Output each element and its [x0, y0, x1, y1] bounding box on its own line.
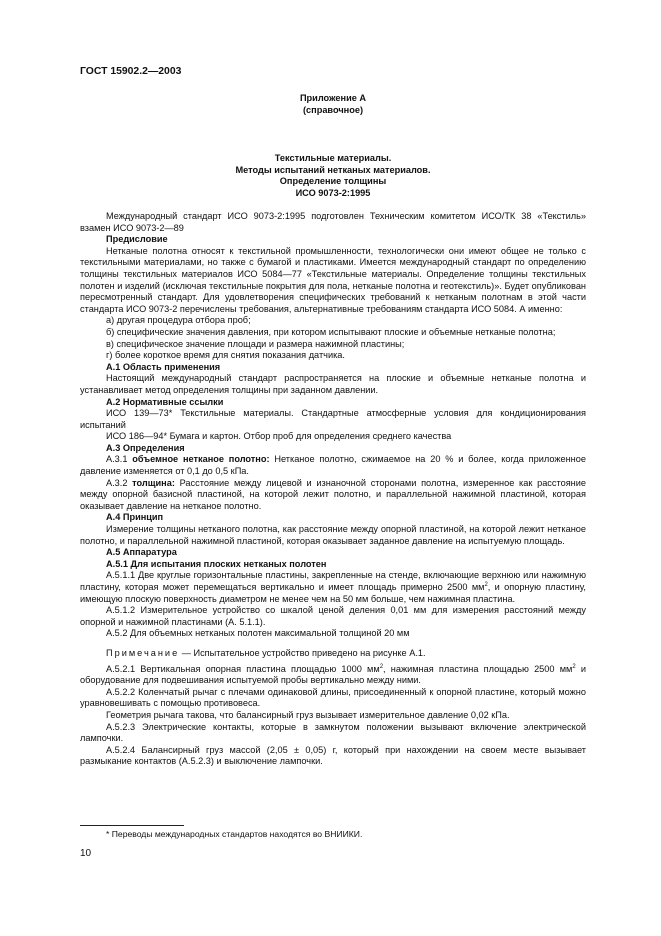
- note: [80, 648, 586, 660]
- definition-term: толщина:: [132, 477, 175, 488]
- reference-iso-139: ИСО 139—73* Текстильные материалы. Стандартные атмосферные условия для кондиционирования испытаний: [80, 408, 586, 430]
- title-line-3: Определение толщины: [279, 176, 387, 187]
- definition-text: Расстояние между лицевой и изнаночной сторонами полотна, измеренное как расстояние между опорной базисной пластиной, на которой лежит полотно, и параллельной нажимной пластиной, которая оказывает давление на нетканое полотно.: [80, 477, 586, 511]
- section-a4-heading: А.4 Принцип: [106, 512, 164, 523]
- annex-type: (справочное): [302, 104, 363, 115]
- document-body: [80, 211, 586, 768]
- document-title: [80, 153, 586, 199]
- clause-a521-text-3: и оборудование для подвешивания испытуемой пробы вертикально между ними.: [80, 663, 586, 686]
- section-a51-heading: А.5.1 Для испытания плоских нетканых полотен: [106, 558, 327, 569]
- list-item: а) другая процедура отбора проб;: [106, 315, 251, 326]
- footnote: * Переводы международных стандартов находятся во ВНИИКИ.: [106, 829, 363, 839]
- footnote-divider: [80, 825, 184, 826]
- clause-a511: [80, 570, 586, 605]
- reference-iso-186: ИСО 186—94* Бумага и картон. Отбор проб для определения среднего качества: [106, 431, 452, 442]
- clause-a511-text-1: А.5.1.1 Две круглые горизонтальные пластины, закрепленные на стенде, включающие верхнюю или нажимную пластину, которая может перемещаться вертикально и имеет площадь примерно 2500 мм: [80, 570, 586, 592]
- section-a2-heading: А.2 Нормативные ссылки: [106, 396, 224, 407]
- list-item: в) специфическое значение площади и размера нажимной пластины;: [106, 338, 405, 349]
- title-line-1: Текстильные материалы.: [274, 153, 392, 163]
- annex-label: Приложение А: [299, 93, 367, 103]
- note-text: — Испытательное устройство приведено на рисунке А.1.: [179, 647, 426, 658]
- intro-paragraph: Международный стандарт ИСО 9073-2:1995 подготовлен Техническим комитетом ИСО/ТК 38 «Текстиль» взамен ИСО 9073-2—89: [80, 211, 586, 233]
- clause-a524: А.5.2.4 Балансирный груз массой (2,05 ± 0,05) г, который при нахождении на своем месте вызывает размыкание контактов (А.5.2.3) и выключение лампочки.: [80, 744, 586, 767]
- definition-a31: [80, 454, 586, 477]
- clause-a521-text-1: А.5.2.1 Вертикальная опорная пластина площадью 1000 мм: [106, 663, 380, 674]
- clause-a52: А.5.2 Для объемных нетканых полотен максимальной толщиной 20 мм: [106, 628, 410, 639]
- superscript: 2: [572, 663, 576, 670]
- page-number: 10: [80, 848, 92, 859]
- note-label: Примечание: [106, 647, 180, 658]
- document-header: ГОСТ 15902.2—2003: [80, 66, 182, 77]
- list-item: б) специфические значения давления, при котором испытывают плоские и объемные нетканые полотна;: [106, 326, 556, 337]
- clause-a521-text-2: , нажимная пластина площадью 2500 мм: [383, 663, 573, 674]
- title-line-2: Методы испытаний нетканых материалов.: [235, 164, 431, 175]
- section-a3-heading: А.3 Определения: [106, 442, 185, 453]
- title-line-4: ИСО 9073-2:1995: [295, 187, 371, 198]
- definition-term: объемное нетканое полотно:: [132, 454, 270, 465]
- list-item: г) более короткое время для снятия показания датчика.: [106, 350, 345, 361]
- foreword-heading: Предисловие: [106, 234, 168, 245]
- clause-a523: А.5.2.3 Электрические контакты, которые в замкнутом положении вызывают включение электрической лампочки.: [80, 721, 586, 744]
- section-a1-heading: А.1 Область применения: [106, 361, 221, 372]
- clause-a522: А.5.2.2 Коленчатый рычаг с плечами одинаковой длины, присоединенный к опорной пластине, который можно уравновешивать с помощью противовеса.: [80, 686, 586, 709]
- superscript: 2: [379, 663, 384, 670]
- annex-title: [80, 93, 586, 116]
- clause-a511-text-2: , и опорную пластину, имеющую плоскую поверхность диаметром не менее чем на 50 мм больше, чем нажимная пластина.: [80, 582, 586, 604]
- foreword-paragraph: Нетканые полотна относят к текстильной промышленности, технологически они имеют общее не только с текстильными материалами, но также с бумагой и пластиками. Имеется международный стандарт по определению толщины текстильных материалов ИСО 5084—77 «Текстильные материалы. Определение толщины текстильных полотен и изделий (исключая текстильные покрытия для пола, нетканые полотна и геотекстиль)». Будет опубликован пересмотренный стандарт. Для удовлетворения специфических требований к нетканым полотнам в этой части стандарта ИСО 9073-2 перечислены требования, альтернативные требованиям стандарта ИСО 5084. А именно:: [80, 245, 586, 314]
- definition-text: Нетканое полотно, сжимаемое на 20 % и более, когда приложенное давление изменяется от 0,1 до 0,5 кПа.: [80, 454, 586, 477]
- definition-number: А.3.2: [106, 477, 128, 488]
- clause-a522-geometry: Геометрия рычага такова, что балансирный груз вызывает измерительное давление 0,02 кПа.: [106, 709, 510, 720]
- clause-a521: [80, 664, 586, 687]
- definition-number: А.3.1: [106, 454, 128, 465]
- section-a5-heading: А.5 Аппаратура: [106, 547, 177, 558]
- section-a4-paragraph: Измерение толщины нетканого полотна, как расстояние между опорной пластиной, на которой лежит нетканое полотно, и параллельной нажимной пластиной, которая оказывает заданное давление на испытуемую площадь.: [80, 524, 586, 546]
- definition-a32: [80, 478, 586, 513]
- superscript: 2: [484, 581, 488, 588]
- section-a1-paragraph: Настоящий международный стандарт распространяется на плоские и объемные нетканые полотна и устанавливает метод определения толщины при заданном давлении.: [80, 373, 586, 395]
- clause-a512: А.5.1.2 Измерительное устройство со шкалой ценой деления 0,01 мм для измерения расстояний между опорной и нажимной пластинами (А. 5.1.1).: [80, 605, 586, 627]
